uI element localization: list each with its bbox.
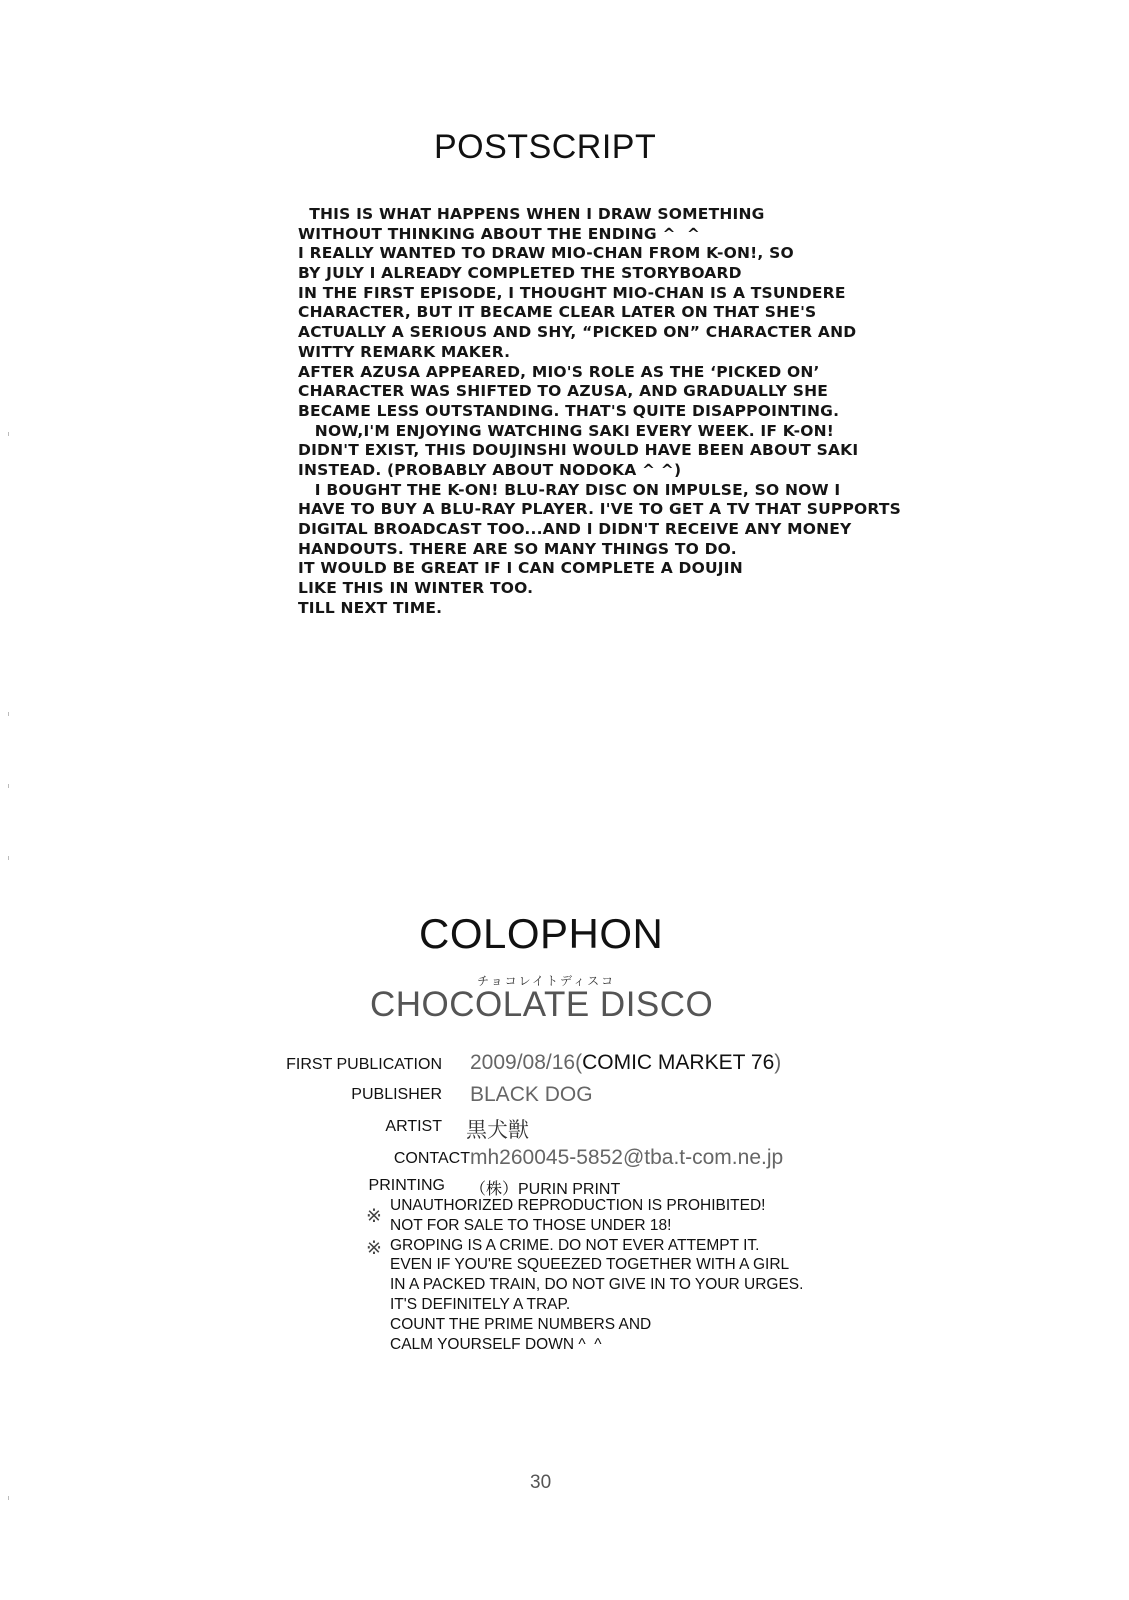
printing-value: （株）PURIN PRINT [470,1181,621,1198]
postscript-line: WITTY REMARK MAKER. [298,342,511,361]
book-title-ruby: チョコレイトディスコ [477,974,616,988]
postscript-line: BY JULY I ALREADY COMPLETED THE STORYBOARD [298,264,742,283]
scan-speck [8,432,9,436]
note-line: CALM YOURSELF DOWN ^ ^ [390,1335,602,1353]
postscript-title: POSTSCRIPT [434,128,657,166]
publisher-value: BLACK DOG [470,1083,593,1106]
postscript-line: TILL NEXT TIME. [298,598,443,617]
note-line: EVEN IF YOU'RE SQUEEZED TOGETHER WITH A GIRL [390,1256,790,1274]
note-mark-icon: ※ [366,1205,382,1227]
postscript-line: NOW,I'M ENJOYING WATCHING SAKI EVERY WEEK. IF K-ON! [298,421,835,440]
postscript-line: I BOUGHT THE K-ON! BLU-RAY DISC ON IMPULSE, SO NOW I [298,480,841,499]
note-line: NOT FOR SALE TO THOSE UNDER 18! [390,1216,672,1234]
postscript-line: I REALLY WANTED TO DRAW MIO-CHAN FROM K-ON!, SO [298,244,794,263]
contact-label: CONTACT [393,1150,470,1167]
note-line: COUNT THE PRIME NUMBERS AND [390,1315,652,1333]
publisher-label: PUBLISHER [351,1086,442,1103]
postscript-line: INSTEAD. (PROBABLY ABOUT NODOKA ^ ^) [298,460,682,479]
book-title: CHOCOLATE DISCO [370,985,714,1024]
postscript-line: LIKE THIS IN WINTER TOO. [298,579,534,598]
postscript-line: WITHOUT THINKING ABOUT THE ENDING ^ ^ [298,224,701,243]
colophon-title: COLOPHON [419,910,664,957]
note-line: IN A PACKED TRAIN, DO NOT GIVE IN TO YOUR URGES. [390,1276,804,1294]
scan-speck [8,712,9,716]
note-mark-icon: ※ [366,1237,382,1259]
postscript-line: CHARACTER WAS SHIFTED TO AZUSA, AND GRADUALLY SHE [298,382,829,401]
postscript-line: HANDOUTS. THERE ARE SO MANY THINGS TO DO. [298,539,737,558]
first-publication-label: FIRST PUBLICATION [286,1056,442,1073]
postscript-line: CHARACTER, BUT IT BECAME CLEAR LATER ON THAT SHE'S [298,303,817,322]
postscript-line: AFTER AZUSA APPEARED, MIO'S ROLE AS THE ‘PICKED ON’ [298,362,820,381]
colophon-notes [390,1196,803,1354]
page-number: 30 [530,1472,552,1493]
postscript-line: DIDN'T EXIST, THIS DOUJINSHI WOULD HAVE BEEN ABOUT SAKI [298,441,859,460]
postscript-line: BECAME LESS OUTSTANDING. THAT'S QUITE DISAPPOINTING. [298,401,840,420]
postscript-line: IN THE FIRST EPISODE, I THOUGHT MIO-CHAN IS A TSUNDERE [298,283,846,302]
postscript-body [298,205,998,618]
note-line: GROPING IS A CRIME. DO NOT EVER ATTEMPT IT. [390,1236,760,1254]
scan-speck [8,784,9,788]
postscript-line: ACTUALLY A SERIOUS AND SHY, “PICKED ON” CHARACTER AND [298,323,857,342]
first-publication-close: ) [774,1051,782,1074]
first-publication-value [470,1051,781,1075]
postscript-line: DIGITAL BROADCAST TOO...AND I DIDN'T RECEIVE ANY MONEY [298,520,852,538]
note-line: UNAUTHORIZED REPRODUCTION IS PROHIBITED! [390,1197,766,1214]
note-line: IT'S DEFINITELY A TRAP. [390,1295,571,1313]
postscript-line: HAVE TO BUY A BLU-RAY PLAYER. I'VE TO GET A TV THAT SUPPORTS [298,500,901,519]
postscript-line: IT WOULD BE GREAT IF I CAN COMPLETE A DOUJIN [298,559,743,578]
artist-label: ARTIST [385,1118,442,1135]
contact-value: mh260045-5852@tba.t-com.ne.jp [470,1146,784,1169]
first-publication-event: COMIC MARKET 76 [582,1051,775,1074]
scan-speck [8,856,9,860]
artist-value: 黒犬獣 [466,1119,529,1142]
printing-label: PRINTING [368,1177,445,1194]
first-publication-date: 2009/08/16( [470,1051,583,1074]
scan-speck [8,1496,9,1500]
postscript-line: THIS IS WHAT HAPPENS WHEN I DRAW SOMETHING [298,205,765,223]
